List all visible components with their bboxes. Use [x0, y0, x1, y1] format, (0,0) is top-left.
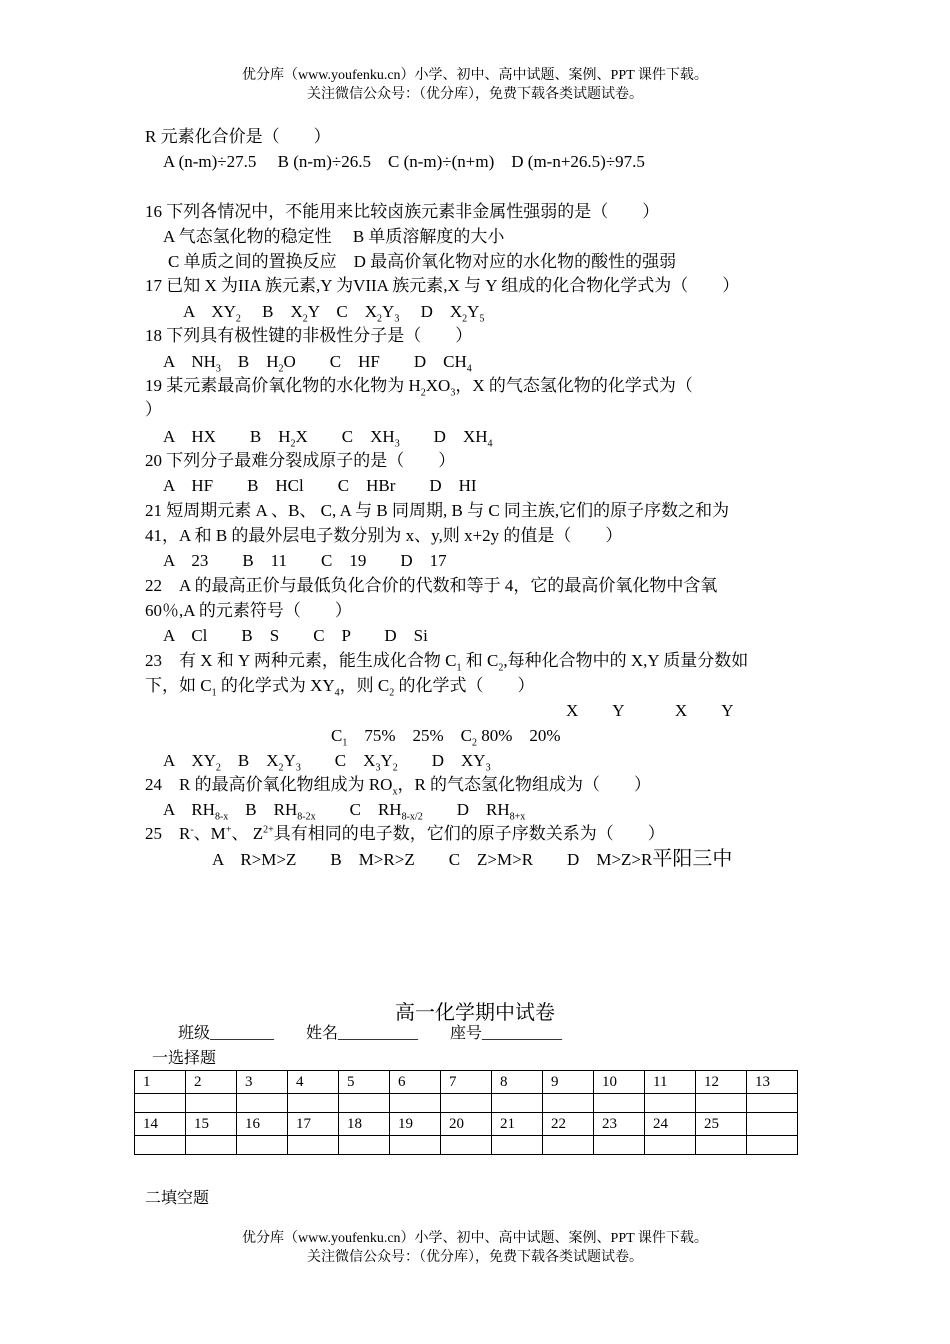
- q18-stem: 18 下列具有极性键的非极性分子是（ ）: [145, 326, 473, 345]
- answer-blank-cell[interactable]: [696, 1094, 747, 1113]
- answer-cell-number: 25: [696, 1113, 747, 1136]
- answer-blank-cell[interactable]: [288, 1136, 339, 1155]
- answer-cell-number: 7: [441, 1071, 492, 1094]
- q16-stem: 16 下列各情况中，不能用来比较卤族元素非金属性强弱的是（ ）: [145, 202, 660, 221]
- answer-cell-number: 4: [288, 1071, 339, 1094]
- q23-stem-1: 23 有 X 和 Y 两种元素，能生成化合物 $C_1$ 和 $C_2$,每种化合物中的 X,Y 质量分数如: [145, 651, 749, 674]
- answer-blank-cell[interactable]: [135, 1136, 186, 1155]
- answer-cell-number: 9: [543, 1071, 594, 1094]
- q19-options: A HX B $H_2X$ C $XH_3$ D $XH_4$: [163, 427, 493, 450]
- q24-options: A $RH_{8-x}$ B $RH_{8-2x}$ C $RH_{8-x/2}$ D $RH_{8+x}$: [163, 800, 526, 823]
- section-choice-heading: 一选择题: [152, 1050, 217, 1067]
- answer-grid-blank-row: [135, 1094, 798, 1113]
- answer-cell-number: 19: [390, 1113, 441, 1136]
- q15-options: A (n-m)÷27.5 B (n-m)÷26.5 C (n-m)÷(n+m) D (m-n+26.5)÷97.5: [163, 152, 645, 171]
- answer-blank-cell[interactable]: [696, 1136, 747, 1155]
- answer-cell-number: 11: [645, 1071, 696, 1094]
- answer-cell-number: 1: [135, 1071, 186, 1094]
- answer-cell-number: 6: [390, 1071, 441, 1094]
- answer-cell-number: 22: [543, 1113, 594, 1136]
- answer-cell-number: 24: [645, 1113, 696, 1136]
- answer-blank-cell[interactable]: [441, 1094, 492, 1113]
- header-line-2: 关注微信公众号：（优分库），免费下载各类试题试卷。: [307, 87, 643, 102]
- page-footer: [0, 1229, 950, 1267]
- answer-blank-cell[interactable]: [441, 1136, 492, 1155]
- answer-cell-number: 16: [237, 1113, 288, 1136]
- q23-stem-2: 下，如 $C_1$ 的化学式为 $XY_4$，则 $C_2$ 的化学式（ ）: [145, 676, 535, 699]
- answer-blank-cell[interactable]: [543, 1094, 594, 1113]
- answer-blank-cell[interactable]: [237, 1136, 288, 1155]
- answer-blank-cell[interactable]: [645, 1136, 696, 1155]
- student-info-fields: 班级________ 姓名__________ 座号__________: [178, 1025, 563, 1042]
- answer-cell-number: 5: [339, 1071, 390, 1094]
- answer-cell-number: 17: [288, 1113, 339, 1136]
- q16-options-cd: C 单质之间的置换反应 D 最高价氧化物对应的水化物的酸性的强弱: [168, 252, 677, 271]
- answer-cell-number: 2: [186, 1071, 237, 1094]
- answer-cell-number: 10: [594, 1071, 645, 1094]
- answer-cell-number: 14: [135, 1113, 186, 1136]
- q23-table-head: X Y X Y: [566, 701, 734, 720]
- answer-blank-cell[interactable]: [135, 1094, 186, 1113]
- q18-options: A $NH_3$ B $H_2O$ C HF D $CH_4$: [163, 352, 472, 375]
- q22-stem-1: 22 A 的最高正价与最低负化合价的代数和等于 4，它的最高价氧化物中含氧: [145, 576, 718, 595]
- answer-grid-number-row: [135, 1071, 798, 1094]
- answer-blank-cell[interactable]: [747, 1136, 798, 1155]
- answer-blank-cell[interactable]: [594, 1094, 645, 1113]
- footer-line-1: 优分库（www.youfenku.cn）小学、初中、高中试题、案例、PPT 课件下载。: [242, 1231, 708, 1246]
- q25-stem: 25 R-、M+、 $Z^{2+}$具有相同的电子数，它们的原子序数关系为（ ）: [145, 824, 665, 843]
- answer-blank-cell[interactable]: [747, 1094, 798, 1113]
- q17-stem: 17 已知 X 为IIA 族元素,Y 为VIIA 族元素,X 与 Y 组成的化合物化学式为（ ）: [145, 276, 740, 295]
- q17-options: A $XY_2$ B $X_2Y$ C $X_2Y_3$ D $X_2Y_5$: [183, 302, 485, 325]
- answer-blank-cell[interactable]: [594, 1136, 645, 1155]
- answer-blank-cell[interactable]: [186, 1094, 237, 1113]
- q19-stem: 19 某元素最高价氧化物的水化物为 $H_2XO_3$，X 的气态氢化物的化学式为（: [145, 376, 693, 399]
- exam-title: 高一化学期中试卷: [395, 1002, 555, 1024]
- q20-options: A HF B HCl C HBr D HI: [163, 476, 477, 495]
- answer-blank-cell[interactable]: [645, 1094, 696, 1113]
- footer-line-2: 关注微信公众号：（优分库），免费下载各类试题试卷。: [307, 1250, 643, 1265]
- answer-blank-cell[interactable]: [390, 1094, 441, 1113]
- answer-grid-number-row: [135, 1113, 798, 1136]
- answer-cell-number: 8: [492, 1071, 543, 1094]
- answer-blank-cell[interactable]: [390, 1136, 441, 1155]
- q21-stem-2: 41，A 和 B 的最外层电子数分别为 x、y,则 x+2y 的值是（ ）: [145, 526, 623, 545]
- page-header: [0, 66, 950, 104]
- answer-cell-number: 23: [594, 1113, 645, 1136]
- answer-blank-cell[interactable]: [543, 1136, 594, 1155]
- q21-stem-1: 21 短周期元素 A 、B、 C, A 与 B 同周期, B 与 C 同主族,它们的原子序数之和为: [145, 501, 730, 520]
- answer-cell-number: 3: [237, 1071, 288, 1094]
- answer-blank-cell[interactable]: [492, 1136, 543, 1155]
- answer-grid: [134, 1070, 798, 1155]
- q24-stem: 24 R 的最高价氧化物组成为 $RO_x$，R 的气态氢化物组成为（ ）: [145, 775, 652, 798]
- q20-stem: 20 下列分子最难分裂成原子的是（ ）: [145, 451, 456, 470]
- answer-cell-number: [747, 1113, 798, 1136]
- answer-cell-number: 13: [747, 1071, 798, 1094]
- answer-blank-cell[interactable]: [288, 1094, 339, 1113]
- answer-cell-number: 21: [492, 1113, 543, 1136]
- answer-cell-number: 20: [441, 1113, 492, 1136]
- answer-blank-cell[interactable]: [237, 1094, 288, 1113]
- section-fill-heading: 二填空题: [145, 1190, 210, 1207]
- answer-blank-cell[interactable]: [492, 1094, 543, 1113]
- q21-options: A 23 B 11 C 19 D 17: [163, 551, 447, 570]
- answer-cell-number: 12: [696, 1071, 747, 1094]
- school-name: 平阳三中: [652, 848, 733, 870]
- q16-options-ab: A 气态氢化物的稳定性 B 单质溶解度的大小: [163, 227, 505, 246]
- answer-blank-cell[interactable]: [339, 1094, 390, 1113]
- answer-blank-cell[interactable]: [339, 1136, 390, 1155]
- answer-cell-number: 15: [186, 1113, 237, 1136]
- answer-blank-cell[interactable]: [186, 1136, 237, 1155]
- q15-stem-end: R 元素化合价是（ ）: [145, 127, 331, 146]
- q23-table-row: $C_1$ 75% 25% $C_2$ 80% 20%: [331, 726, 561, 749]
- q22-options: A Cl B S C P D Si: [163, 626, 428, 645]
- q22-stem-2: 60％,A 的元素符号（ ）: [145, 601, 352, 620]
- answer-cell-number: 18: [339, 1113, 390, 1136]
- q19-stem-cont: ）: [145, 400, 162, 419]
- answer-grid-blank-row: [135, 1136, 798, 1155]
- header-line-1: 优分库（www.youfenku.cn）小学、初中、高中试题、案例、PPT 课件下载。: [242, 68, 708, 83]
- q23-options: A $XY_2$ B $X_2Y_3$ C $X_3Y_2$ D $XY_3$: [163, 751, 491, 774]
- q25-options: A R>M>Z B M>R>Z C Z>M>R D M>Z>R平阳三中: [212, 848, 733, 870]
